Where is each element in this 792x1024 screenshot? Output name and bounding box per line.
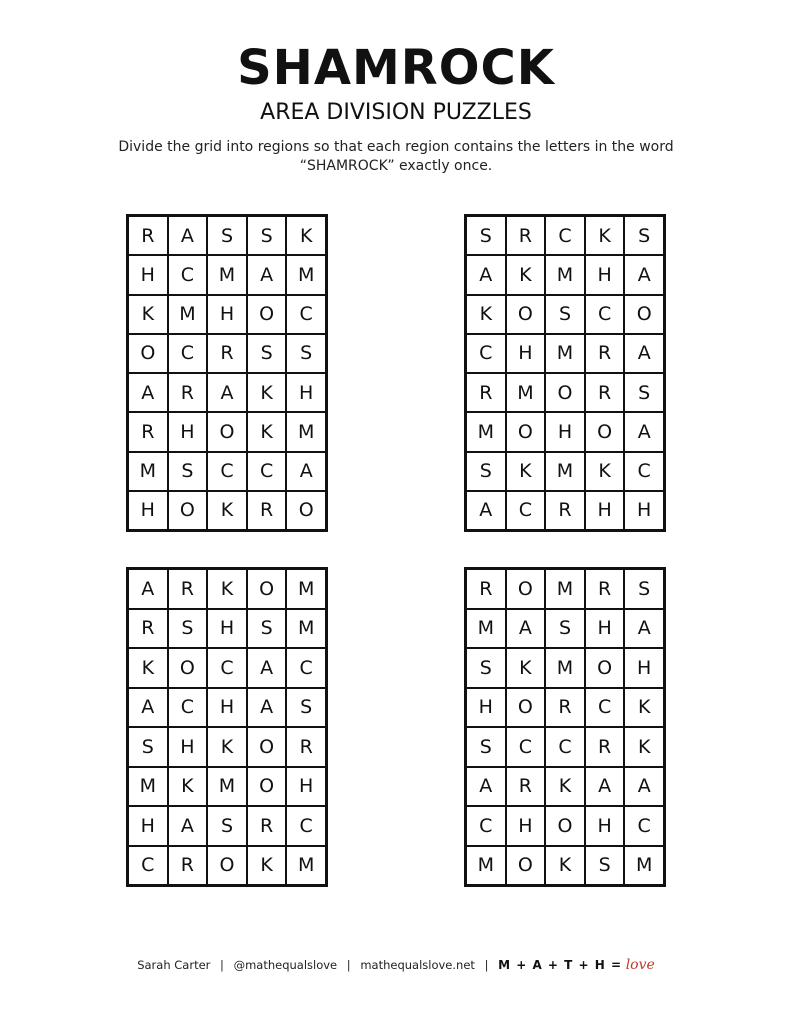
grid-cell: H [624,648,664,688]
puzzle-grid-2 [464,214,666,532]
grid-cell: K [624,688,664,728]
grid-cell: H [506,334,546,373]
footer-website: mathequalslove.net [360,958,475,972]
grid-cell: A [624,255,664,294]
grid-cell: K [506,648,546,688]
footer [0,957,792,973]
grid-cell: O [207,846,247,886]
grid-cell: O [585,412,625,451]
grid-cell: H [585,491,625,530]
grid-cell: H [585,255,625,294]
grid-cell: M [128,767,168,807]
grid-cell: R [168,846,208,886]
grid-cell: R [466,373,506,412]
grid-cell: S [585,846,625,886]
grid-cell: C [466,806,506,846]
footer-handle: @mathequalslove [233,958,338,972]
grid-cell: K [128,295,168,334]
grid-cell: A [286,452,326,491]
grid-cell: R [168,569,208,609]
grid-cell: M [286,846,326,886]
grid-cell: O [506,688,546,728]
grid-cell: S [128,727,168,767]
grid-cell: S [168,452,208,491]
grid-cell: M [286,609,326,649]
grid-cell: S [286,688,326,728]
grid-cell: S [247,609,287,649]
grid-cell: C [168,255,208,294]
grid-cell: O [207,412,247,451]
footer-separator: | [220,958,224,972]
grid-cell: C [506,727,546,767]
puzzle-grid-1 [126,214,328,532]
grid-cell: K [247,412,287,451]
puzzle-grid-3 [126,567,328,887]
grid-cell: A [168,216,208,255]
grid-cell: A [247,255,287,294]
grid-cell: H [585,806,625,846]
grid-cell: S [624,569,664,609]
grid-cell: H [128,806,168,846]
grid-cell: M [466,846,506,886]
grid-cell: C [624,806,664,846]
grid-cell: O [286,491,326,530]
grid-cell: O [506,412,546,451]
grid-cell: R [168,373,208,412]
grid-cell: O [506,846,546,886]
grid-cell: M [545,648,585,688]
grid-cell: C [247,452,287,491]
grid-cell: S [466,727,506,767]
grid-cell: R [128,216,168,255]
grid-cell: O [247,295,287,334]
footer-author: Sarah Carter [137,958,211,972]
grid-cell: A [624,334,664,373]
grid-cell: S [624,373,664,412]
grid-cell: M [128,452,168,491]
grid-cell: A [466,491,506,530]
grid-cell: A [506,609,546,649]
grid-cell: R [585,373,625,412]
grid-cell: S [247,334,287,373]
grid-cell: O [247,569,287,609]
grid-cell: O [168,491,208,530]
grid-cell: C [168,688,208,728]
grid-cell: O [506,295,546,334]
grid-cell: C [545,216,585,255]
grid-cell: O [128,334,168,373]
grid-cell: H [585,609,625,649]
grid-cell: O [624,295,664,334]
grid-cell: R [545,688,585,728]
grid-cell: H [466,688,506,728]
grid-cell: S [286,334,326,373]
grid-cell: M [168,295,208,334]
grid-cell: A [624,609,664,649]
page-subtitle: AREA DIVISION PUZZLES [260,100,532,125]
grid-cell: O [247,727,287,767]
grid-cell: K [585,452,625,491]
grid-cell: C [207,452,247,491]
grid-cell: A [247,648,287,688]
grid-cell: K [545,767,585,807]
grid-cell: R [585,727,625,767]
grid-cell: K [207,727,247,767]
grid-cell: H [286,373,326,412]
grid-cell: A [466,767,506,807]
grid-cell: H [624,491,664,530]
grid-cell: R [128,412,168,451]
grid-cell: M [466,412,506,451]
grid-cell: K [585,216,625,255]
grid-cell: A [624,412,664,451]
grid-cell: R [585,569,625,609]
grid-cell: M [545,334,585,373]
grid-cell: K [466,295,506,334]
grid-cell: H [168,727,208,767]
grid-cell: S [168,609,208,649]
grid-cell: O [247,767,287,807]
grid-cell: C [585,295,625,334]
grid-cell: A [247,688,287,728]
grid-cell: M [624,846,664,886]
grid-cell: O [506,569,546,609]
grid-cell: S [545,295,585,334]
footer-separator: | [484,958,489,972]
grid-cell: M [506,373,546,412]
grid-cell: C [506,491,546,530]
grid-cell: H [168,412,208,451]
grid-cell: R [207,334,247,373]
grid-cell: H [286,767,326,807]
grid-cell: S [207,216,247,255]
grid-cell: M [286,255,326,294]
grid-cell: M [286,412,326,451]
grid-cell: K [207,569,247,609]
grid-cell: H [128,255,168,294]
grid-cell: A [207,373,247,412]
grid-cell: K [168,767,208,807]
grid-cell: K [128,648,168,688]
grid-cell: M [207,767,247,807]
grid-cell: R [247,491,287,530]
grid-cell: C [286,806,326,846]
grid-cell: K [286,216,326,255]
grid-cell: S [466,452,506,491]
grid-cell: S [624,216,664,255]
grid-cell: A [624,767,664,807]
grid-cell: A [128,569,168,609]
grid-cell: S [466,216,506,255]
grid-cell: R [506,216,546,255]
grid-cell: H [207,688,247,728]
grid-cell: A [128,688,168,728]
puzzle-grid-4 [464,567,666,887]
grid-cell: K [247,373,287,412]
grid-cell: A [585,767,625,807]
footer-love-script: love [625,957,655,973]
grid-cell: O [545,373,585,412]
grid-cell: K [506,452,546,491]
footer-brand-logo: M + A + T + H = [498,958,623,972]
grid-cell: C [286,295,326,334]
instructions: Divide the grid into regions so that each region contains the letters in the word “SHAMROCK” exactly once. [118,139,674,174]
grid-cell: R [286,727,326,767]
grid-cell: K [207,491,247,530]
grid-cell: K [545,846,585,886]
grid-cell: M [545,452,585,491]
grid-cell: A [466,255,506,294]
grid-cell: A [168,806,208,846]
grid-cell: S [247,216,287,255]
grid-cell: R [128,609,168,649]
page-title: SHAMROCK [237,40,555,96]
grid-cell: K [506,255,546,294]
footer-separator: | [346,958,351,972]
grid-cell: H [207,609,247,649]
grid-cell: R [585,334,625,373]
grid-cell: R [247,806,287,846]
grid-cell: R [466,569,506,609]
grid-cell: M [286,569,326,609]
grid-cell: R [506,767,546,807]
grid-cell: S [207,806,247,846]
grid-cell: C [466,334,506,373]
grid-cell: R [545,491,585,530]
grid-cell: C [207,648,247,688]
grid-cell: C [128,846,168,886]
grid-cell: H [207,295,247,334]
grid-cell: S [466,648,506,688]
grid-cell: O [168,648,208,688]
grid-cell: M [545,255,585,294]
grid-cell: K [247,846,287,886]
grid-cell: C [624,452,664,491]
grid-cell: S [545,609,585,649]
grid-cell: M [207,255,247,294]
grid-cell: O [585,648,625,688]
grid-cell: H [128,491,168,530]
grid-cell: H [506,806,546,846]
grid-cell: O [545,806,585,846]
grid-cell: M [545,569,585,609]
grid-cell: M [466,609,506,649]
grid-cell: H [545,412,585,451]
grid-cell: C [545,727,585,767]
grid-cell: C [168,334,208,373]
grid-cell: C [585,688,625,728]
grid-cell: C [286,648,326,688]
grid-cell: K [624,727,664,767]
grid-cell: A [128,373,168,412]
